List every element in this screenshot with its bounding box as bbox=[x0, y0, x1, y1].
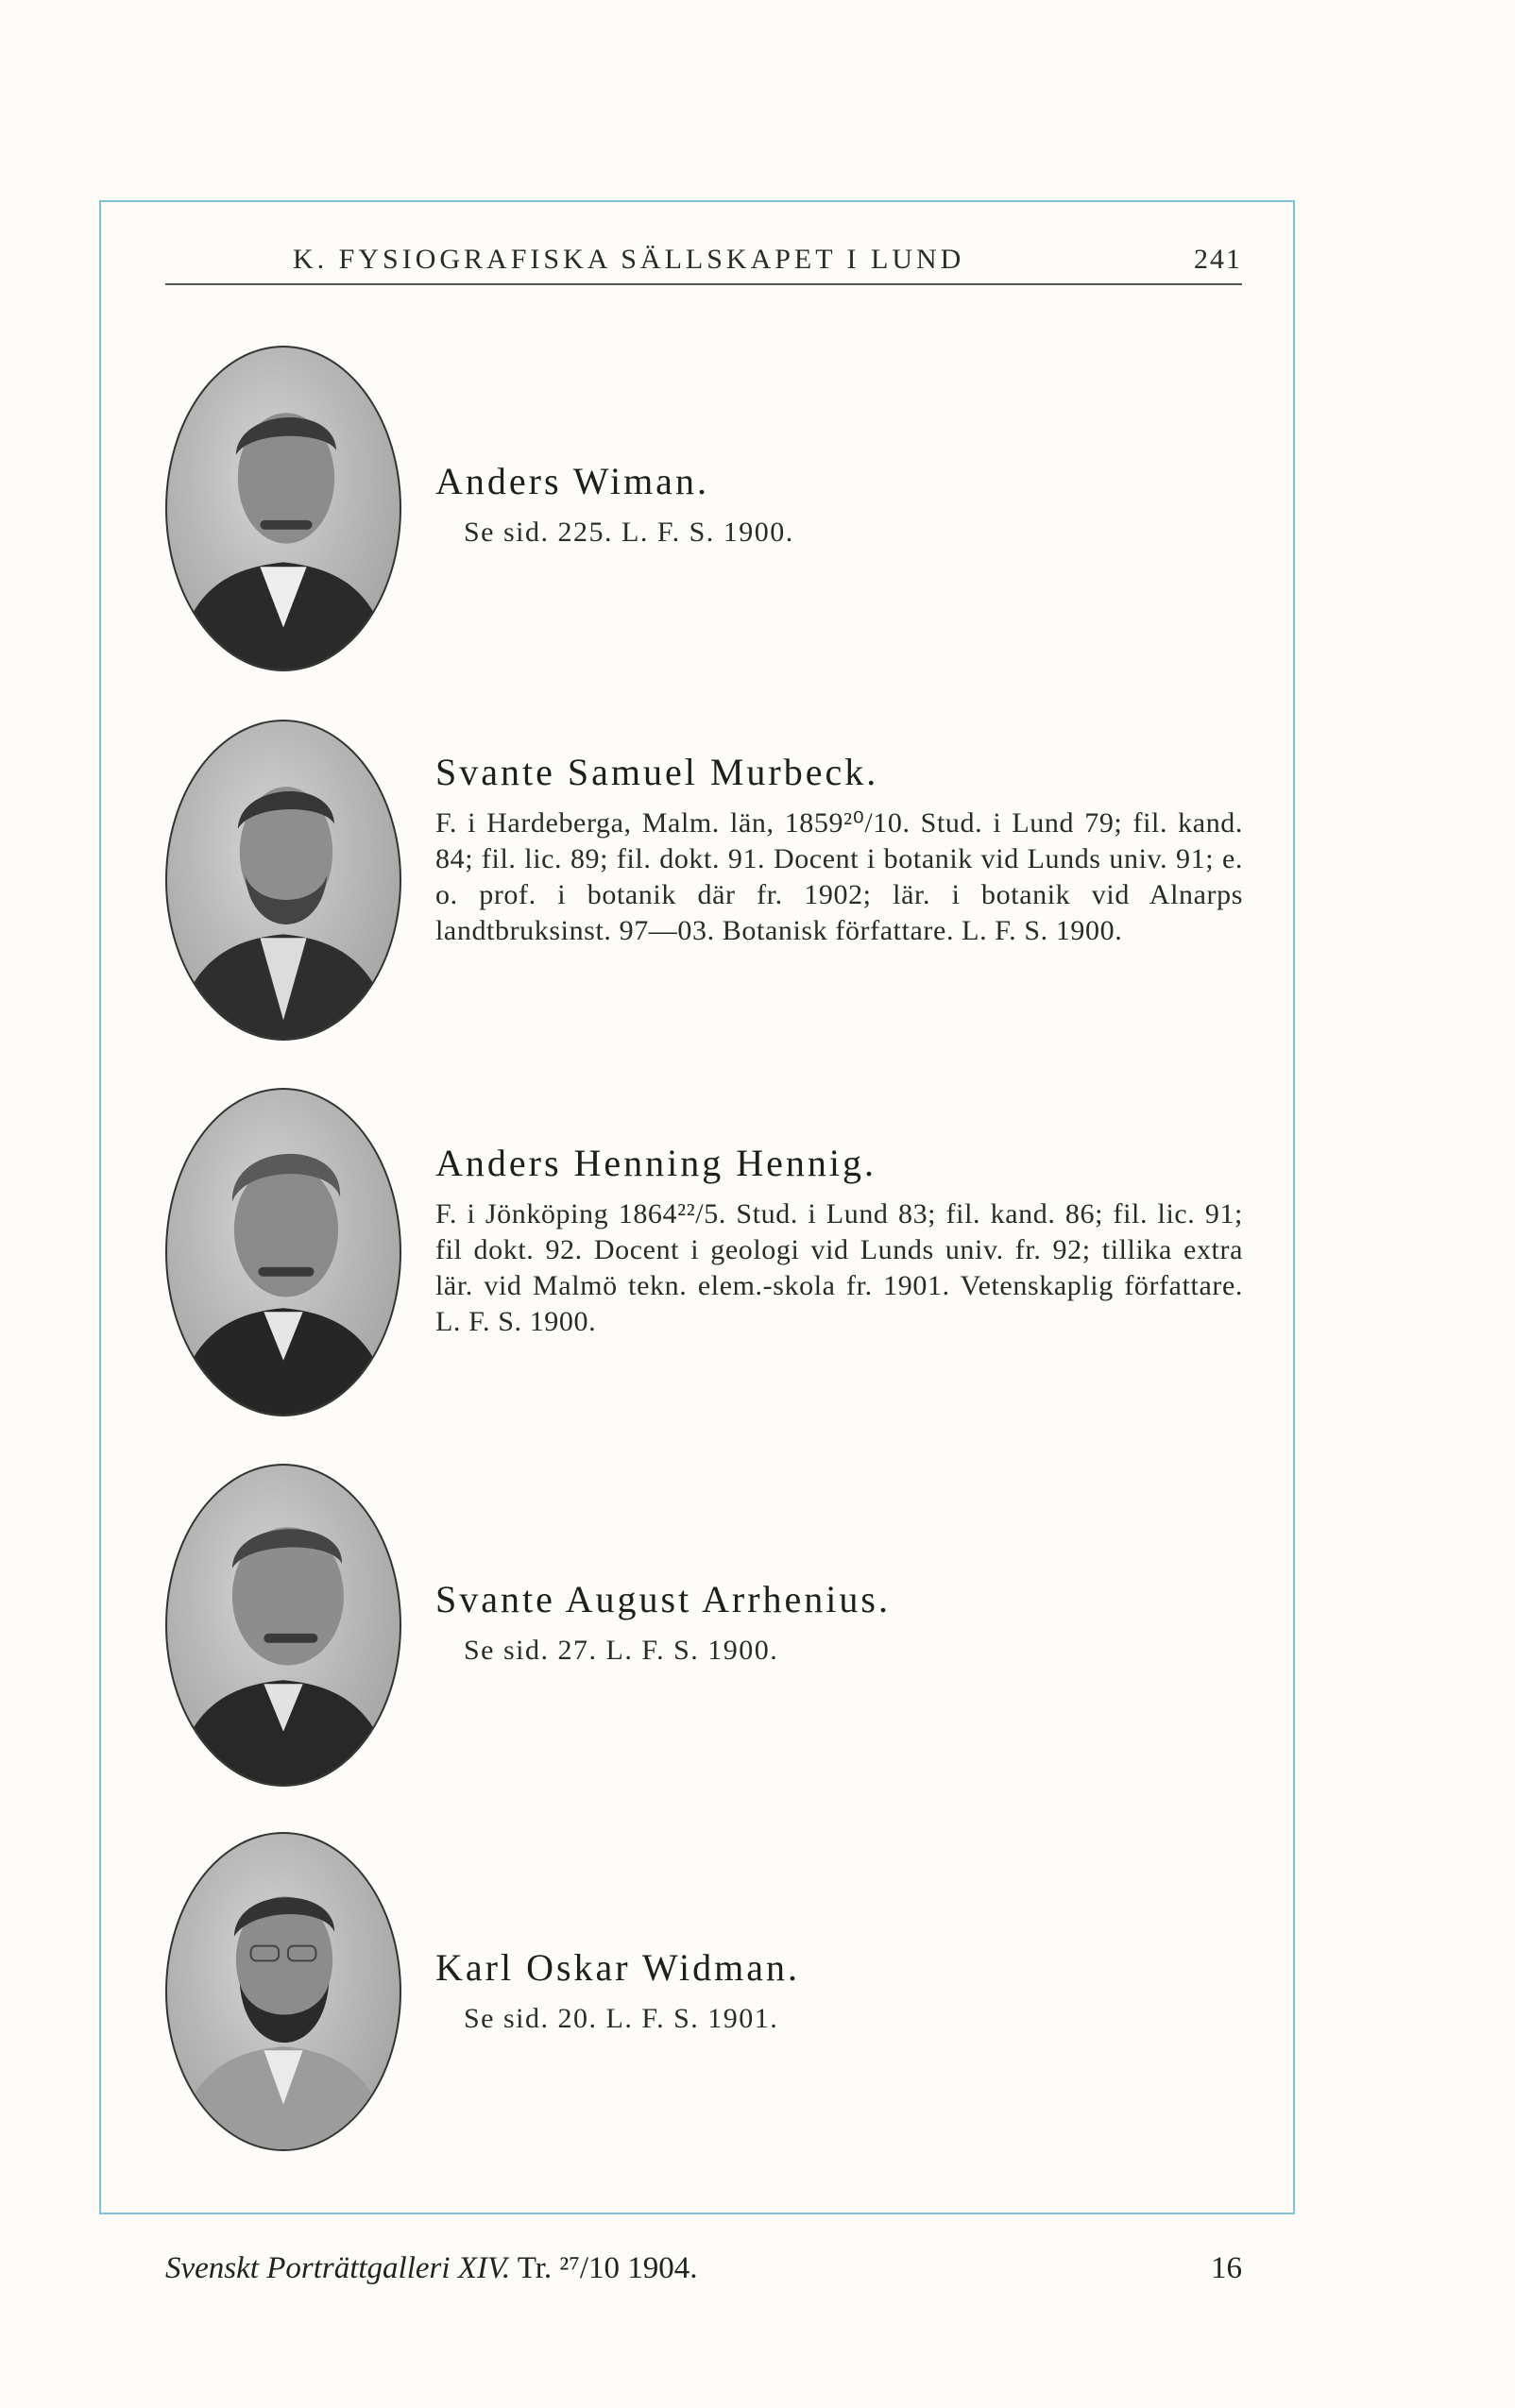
print-date: Tr. ²⁷/10 1904. bbox=[517, 2251, 698, 2285]
signature-number: 16 bbox=[1211, 2251, 1242, 2285]
portrait-photo bbox=[165, 1832, 401, 2151]
person-name: Anders Wiman. bbox=[435, 460, 709, 502]
person-bio: Se sid. 225. L. F. S. 1900. bbox=[464, 517, 794, 548]
portrait-photo bbox=[165, 1088, 401, 1416]
person-bio: F. i Jönköping 1864²²/5. Stud. i Lund 83; fil. kand. 86; fil. lic. 91; fil dokt. 92. Docent i geologi vid Lunds univ. fr. 92; tillika extra lär. vid Malmö tekn. elem.-skola fr. 1901. Vetenskaplig författare. L. F. S. 1900. bbox=[435, 1198, 1243, 1337]
person-name: Anders Henning Hennig. bbox=[435, 1142, 877, 1184]
portrait-photo bbox=[165, 1464, 401, 1787]
person-name: Karl Oskar Widman. bbox=[435, 1946, 801, 1989]
page-number: 241 bbox=[1194, 244, 1242, 275]
person-name: Svante Samuel Murbeck. bbox=[435, 751, 879, 793]
running-head-title: K. FYSIOGRAFISKA SÄLLSKAPET I LUND bbox=[293, 244, 965, 275]
publication-title: Svenskt Porträttgalleri XIV. bbox=[165, 2251, 511, 2285]
portrait-photo bbox=[165, 720, 401, 1041]
header-rule bbox=[165, 283, 1242, 285]
person-bio: Se sid. 20. L. F. S. 1901. bbox=[464, 2003, 779, 2034]
person-name: Svante August Arrhenius. bbox=[435, 1578, 891, 1620]
portrait-photo bbox=[165, 346, 401, 671]
person-bio: Se sid. 27. L. F. S. 1900. bbox=[464, 1635, 779, 1666]
person-bio: F. i Hardeberga, Malm. län, 1859²⁰/10. Stud. i Lund 79; fil. kand. 84; fil. lic. 89; fil. dokt. 91. Docent i botanik vid Lunds univ. 91; e. o. prof. i botanik där fr. 1902; lär. i botanik vid Alnarps landtbruksinst. 97—03. Botanisk författare. L. F. S. 1900. bbox=[435, 807, 1243, 946]
